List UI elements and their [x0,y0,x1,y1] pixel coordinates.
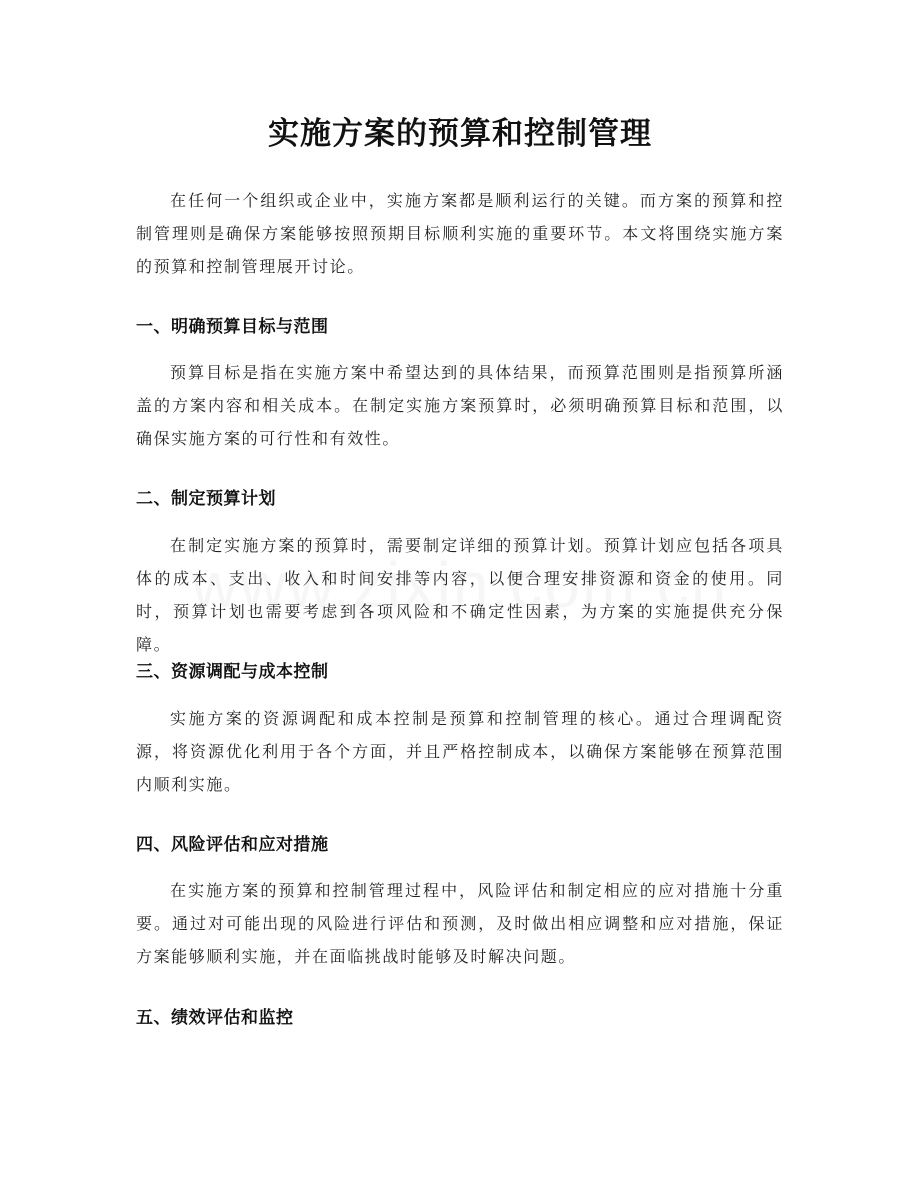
section-heading-5: 五、绩效评估和监控 [136,1008,294,1028]
section-heading-1: 一、明确预算目标与范围 [136,317,329,337]
section-body-1: 预算目标是指在实施方案中希望达到的具体结果，而预算范围则是指预算所涵盖的方案内容和相关成本。在制定实施方案预算时，必须明确预算目标和范围，以确保实施方案的可行性和有效性。 [136,363,784,448]
section-heading-2: 二、制定预算计划 [136,489,276,509]
intro-paragraph: 在任何一个组织或企业中，实施方案都是顺利运行的关键。而方案的预算和控制管理则是确保方案能够按照预期目标顺利实施的重要环节。本文将围绕实施方案的预算和控制管理展开讨论。 [136,191,784,276]
section-body-4: 在实施方案的预算和控制管理过程中，风险评估和制定相应的应对措施十分重要。通过对可能出现的风险进行评估和预测，及时做出相应调整和应对措施，保证方案能够顺利实施，并在面临挑战时能够及时解决问题。 [136,881,784,966]
section-heading-3: 三、资源调配与成本控制 [136,662,329,682]
section-body-2: 在制定实施方案的预算时，需要制定详细的预算计划。预算计划应包括各项具体的成本、支出、收入和时间安排等内容，以便合理安排资源和资金的使用。同时，预算计划也需要考虑到各项风险和不确定性因素，为方案的实施提供充分保障。 [136,536,784,654]
section-heading-4: 四、风险评估和应对措施 [136,835,329,855]
section-body-3: 实施方案的资源调配和成本控制是预算和控制管理的核心。通过合理调配资源，将资源优化利用于各个方面，并且严格控制成本，以确保方案能够在预算范围内顺利实施。 [136,709,784,794]
document-title: 实施方案的预算和控制管理 [268,116,652,152]
